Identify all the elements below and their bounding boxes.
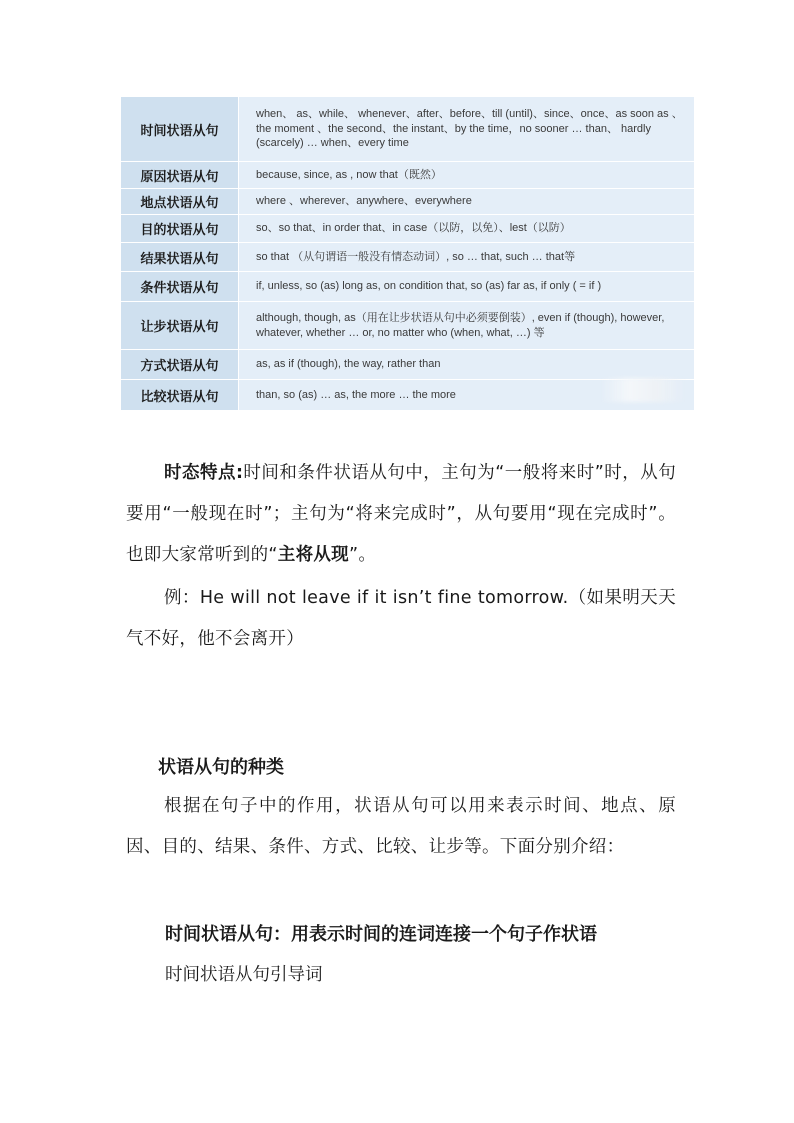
table-row [121,97,695,162]
tense-note-text: 时间和条件状语从句中，主句为“一般将来时”时，从句要用“一般现在时”；主句为“将来完成时”，从句要用“现在完成时”。也即大家常听到的“ [126,463,677,565]
clause-type-cell: 原因状语从句 [121,162,239,189]
clause-type-cell: 让步状语从句 [121,302,239,350]
tense-note-emphasis: 主将从现 [277,545,349,565]
clause-type-cell: 结果状语从句 [121,243,239,272]
tense-note-label: 时态特点: [164,463,244,483]
connectives-cell: so、so that、in order that、in case（以防，以免）、lest（以防） [239,215,695,243]
connectives-cell: when、 as、while、 whenever、after、before、till (until)、since、once、as soon as 、the moment 、the second、the instant、by the time，no sooner … than、 hardly (scarcely) … when、every time [239,97,695,162]
tense-note-paragraph [126,453,676,576]
subsection-line: 时间状语从句引导词 [165,965,323,985]
connectives-cell: as, as if (though), the way, rather than [239,350,695,380]
connectives-cell: so that （从句谓语一般没有情态动词）, so … that, such … that等 [239,243,695,272]
blurred-watermark [600,378,686,402]
clause-type-cell: 比较状语从句 [121,380,239,411]
table-row [121,272,695,302]
tense-note-closing: ”。 [348,545,377,565]
subsection-title: 时间状语从句：用表示时间的连词连接一个句子作状语 [165,924,597,945]
connectives-cell: because, since, as , now that（既然） [239,162,695,189]
table-row [121,350,695,380]
table-row [121,302,695,350]
clause-type-cell: 条件状语从句 [121,272,239,302]
table-row [121,162,695,189]
table-row [121,243,695,272]
intro-paragraph: 根据在句子中的作用，状语从句可以用来表示时间、地点、原因、目的、结果、条件、方式、比较、让步等。下面分别介绍： [126,796,676,857]
example-sentence: 例：He will not leave if it isn’t fine tomorrow.（如果明天天气不好，他不会离开） [126,588,676,649]
clause-type-cell: 方式状语从句 [121,350,239,380]
connectives-cell: than, so (as) … as, the more … the more [239,380,695,411]
clause-type-cell: 目的状语从句 [121,215,239,243]
clause-type-cell: 地点状语从句 [121,189,239,215]
section-title: 状语从句的种类 [158,757,284,778]
adverbial-clause-table [120,96,695,411]
connectives-cell: although, though, as（用在让步状语从句中必须要倒装）, even if (though), however, whatever, whether … or, no matter who (when, what, …) 等 [239,302,695,350]
clause-type-cell: 时间状语从句 [121,97,239,162]
connectives-cell: if, unless, so (as) long as, on condition that, so (as) far as, if only ( = if ) [239,272,695,302]
table-row [121,189,695,215]
connectives-cell: where 、wherever、anywhere、everywhere [239,189,695,215]
table-row [121,215,695,243]
